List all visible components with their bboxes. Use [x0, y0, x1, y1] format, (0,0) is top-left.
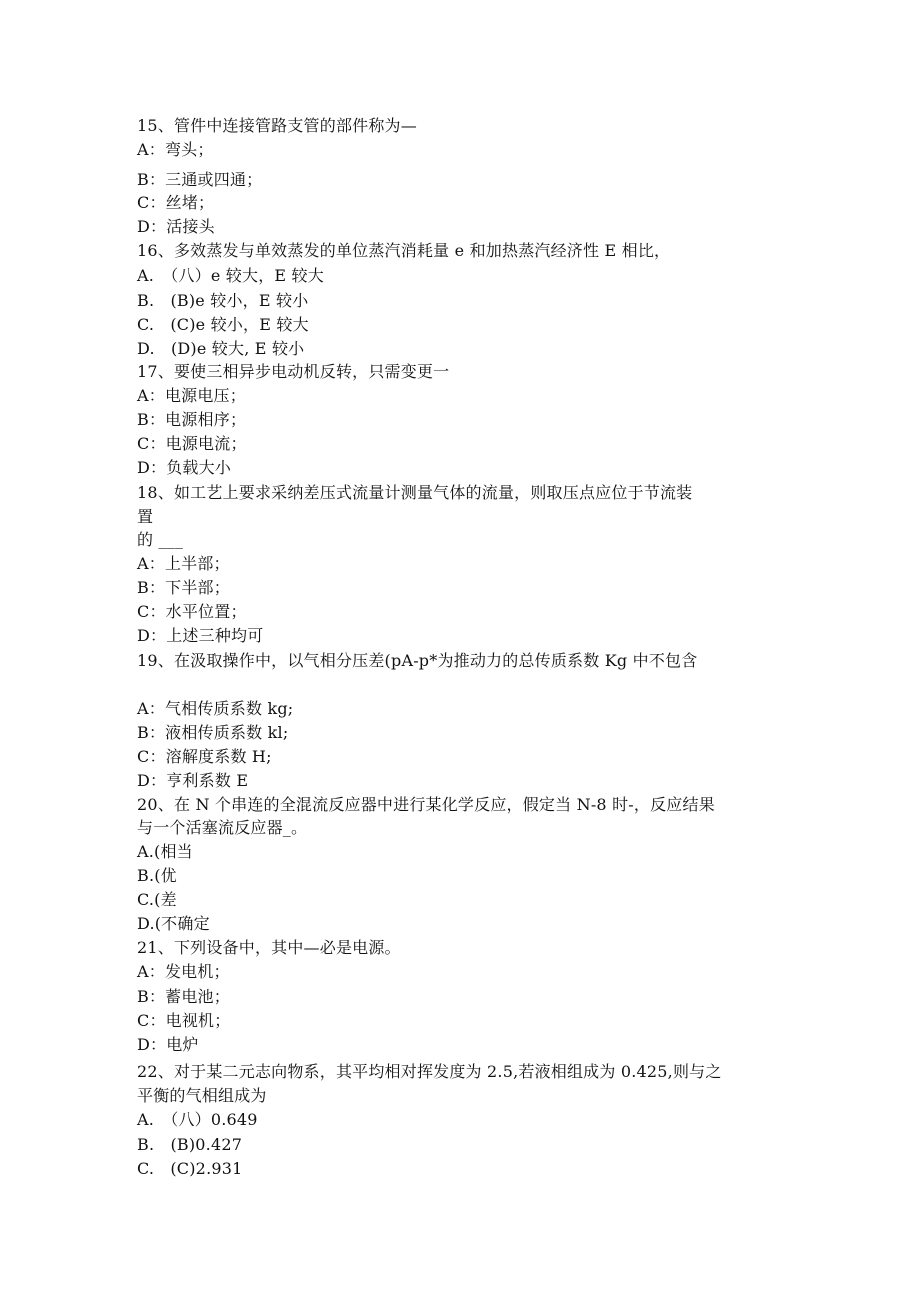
question-22: 22、对于某二元志向物系，其平均相对挥发度为 2.5,若液相组成为 0.425,则与之 — [137, 1062, 722, 1081]
option-line: D.(不确定 — [137, 914, 210, 933]
option-line: D：亨利系数 E — [137, 771, 249, 790]
option-line: B：蓄电池； — [137, 987, 230, 1006]
option-line: A：电源电压； — [137, 386, 246, 405]
option-line: B.(优 — [137, 866, 177, 885]
option-line: A. （八）0.649 — [137, 1110, 258, 1129]
option-line: C. (C)2.931 — [137, 1159, 243, 1178]
question-20-continued: 与一个活塞流反应器_。 — [137, 818, 308, 837]
option-line: C：电视机； — [137, 1011, 231, 1030]
question-18-continued: 的 ___ — [137, 530, 184, 549]
option-line: B. (B)0.427 — [137, 1135, 243, 1154]
option-line: A.(相当 — [137, 842, 193, 861]
option-line: A：弯头； — [137, 140, 214, 159]
option-line: B：下半部； — [137, 578, 230, 597]
option-line: D：上述三种均可 — [137, 626, 264, 645]
question-16: 16、多效蒸发与单效蒸发的单位蒸汽消耗量 e 和加热蒸汽经济性 E 相比， — [137, 241, 671, 260]
question-15: 15、管件中连接管路支管的部件称为— — [137, 116, 417, 135]
option-line: A. （八）e 较大，E 较大 — [137, 266, 324, 285]
option-line: C：溶解度系数 H; — [137, 747, 272, 766]
option-line: C. (C)e 较小，E 较大 — [137, 315, 309, 334]
option-line: B. (B)e 较小，E 较小 — [137, 291, 309, 310]
question-20: 20、在 N 个串连的全混流反应器中进行某化学反应，假定当 N-8 时-，反应结果 — [137, 795, 715, 814]
option-line: B：三通或四通； — [137, 170, 263, 189]
option-line: D：活接头 — [137, 217, 215, 236]
question-18: 18、如工艺上要求采纳差压式流量计测量气体的流量，则取压点应位于节流装 — [137, 483, 693, 502]
option-line: D：负载大小 — [137, 458, 232, 477]
option-line: C.(差 — [137, 890, 177, 909]
option-line: A：上半部； — [137, 554, 230, 573]
option-line: A：发电机； — [137, 962, 230, 981]
question-19: 19、在汲取操作中，以气相分压差(pA-p*为推动力的总传质系数 Kg 中不包含 — [137, 651, 698, 670]
option-line: A：气相传质系数 kg; — [137, 699, 294, 718]
question-21: 21、下列设备中，其中—必是电源。 — [137, 938, 401, 957]
option-line: C：水平位置； — [137, 602, 247, 621]
question-18-continued: 置 — [137, 507, 154, 526]
option-line: D：电炉 — [137, 1035, 199, 1054]
question-17: 17、要使三相异步电动机反转，只需变更一 — [137, 362, 450, 381]
option-line: B：液相传质系数 kl; — [137, 723, 289, 742]
option-line: C：电源电流； — [137, 434, 247, 453]
question-22-continued: 平衡的气相组成为 — [137, 1086, 267, 1105]
option-line: D. (D)e 较大, E 较小 — [137, 339, 305, 358]
option-line: C：丝堵； — [137, 193, 215, 212]
option-line: B：电源相序； — [137, 410, 247, 429]
